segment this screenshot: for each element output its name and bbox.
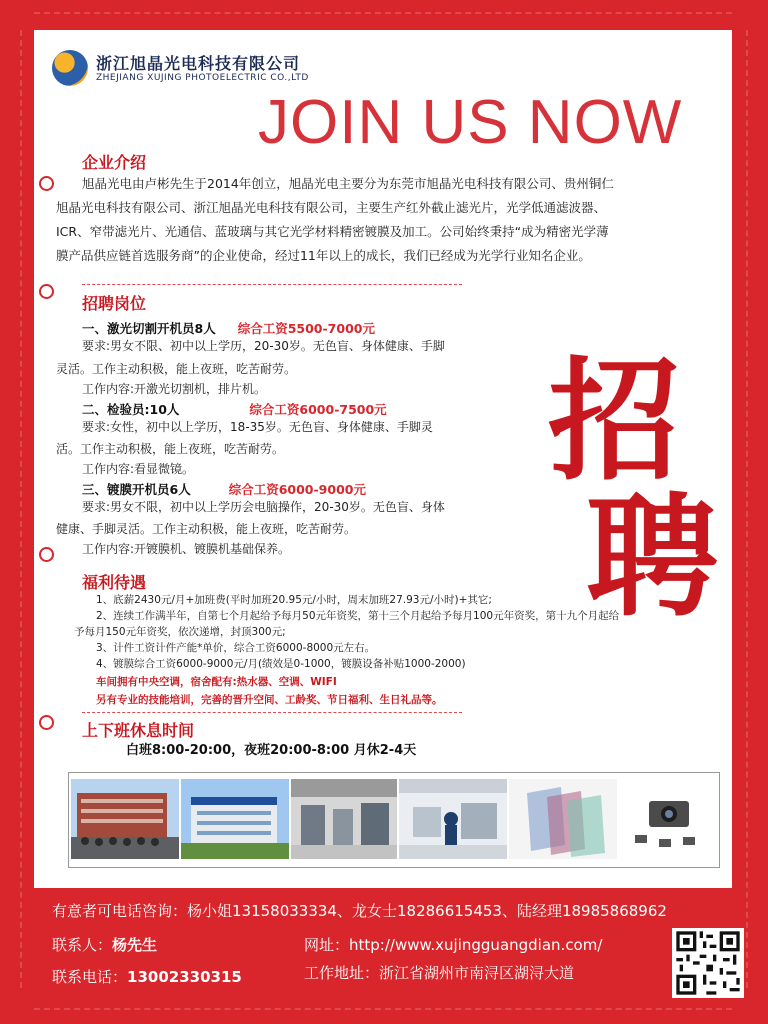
footer-phone-line: 有意者可电话咨询：杨小姐13158033334、龙女士18286615453、陆经理18985868962 <box>52 902 667 920</box>
job-requirement: 活。工作主动积极，能上夜班，吃苦耐劳。 <box>56 442 285 456</box>
photo-cleanroom <box>399 779 507 859</box>
qr-code-icon <box>672 928 744 998</box>
tel-label: 联系电话： <box>52 968 128 986</box>
benefit-item: 3、计件工资计件产能*单价，综合工资6000-8000元左右。 <box>96 642 376 654</box>
ring-decoration <box>39 547 54 562</box>
benefit-highlight: 另有专业的技能培训，完善的晋升空间、工龄奖、节日福利、生日礼品等。 <box>96 694 443 706</box>
photo-workshop <box>291 779 397 859</box>
section-title-jobs: 招聘岗位 <box>82 294 147 313</box>
divider <box>82 284 462 285</box>
company-name-cn: 浙江旭晶光电科技有限公司 <box>96 54 301 73</box>
border-dash-right <box>746 30 748 988</box>
tel-value: 13002330315 <box>127 968 242 986</box>
intro-line: 膜产品供应链首选服务商”的企业使命，经过11年以上的成长，我们已经成为光学行业知名企业。 <box>56 248 591 263</box>
intro-paragraph <box>56 172 716 268</box>
photo-factory-crowd <box>71 779 179 859</box>
intro-line: 旭晶光电由卢彬先生于2014年创立，旭晶光电主要分为东莞市旭晶光电科技有限公司、贵州铜仁 <box>82 176 614 191</box>
section-title-intro: 企业介绍 <box>82 153 147 172</box>
section-title-schedule: 上下班休息时间 <box>82 721 195 740</box>
job-name: 三、镀膜开机员6人 <box>82 482 191 497</box>
job-salary: 综合工资6000-9000元 <box>228 482 366 497</box>
company-logo-icon <box>52 50 88 86</box>
site-label: 网址： <box>304 936 350 954</box>
job-requirement: 要求:男女不限、初中以上学历，20-30岁。无色盲、身体健康、手脚 <box>82 339 445 353</box>
photo-strip <box>68 772 720 868</box>
footer-address <box>304 962 574 983</box>
company-name-en: ZHEJIANG XUJING PHOTOELECTRIC CO.,LTD <box>96 73 309 83</box>
job-salary: 综合工资6000-7500元 <box>249 402 387 417</box>
border-dash-top <box>34 12 732 14</box>
footer-site <box>304 934 602 955</box>
border-dash-bottom <box>34 1008 732 1010</box>
job-requirement: 灵活。工作主动积极，能上夜班，吃苦耐劳。 <box>56 362 297 376</box>
footer-contact <box>52 934 157 955</box>
job-name: 一、激光切割开机员8人 <box>82 321 216 336</box>
job-duty: 工作内容:开激光切割机，排片机。 <box>82 382 267 396</box>
schedule-text: 白班8:00-20:00，夜班20:00-8:00 月休2-4天 <box>126 743 417 758</box>
photo-camera-module <box>619 779 715 859</box>
job-requirement: 要求:男女不限，初中以上学历会电脑操作，20-30岁。无色盲、身体 <box>82 500 445 514</box>
job-name: 二、检验员:10人 <box>82 402 180 417</box>
job-duty: 工作内容:开镀膜机、镀膜机基础保养。 <box>82 542 291 556</box>
ring-decoration <box>39 284 54 299</box>
job-salary: 综合工资5500-7000元 <box>237 321 375 336</box>
benefit-highlight: 车间拥有中央空调，宿舍配有:热水器、空调、WIFI <box>96 676 337 688</box>
contact-name: 杨先生 <box>112 936 158 954</box>
slogan: JOIN US NOW <box>258 88 683 157</box>
benefit-item: 予每月150元年资奖，依次递增，封顶300元; <box>74 626 286 638</box>
poster <box>34 30 732 888</box>
benefit-item: 1、底薪2430元/月+加班费(平时加班20.95元/小时，周末加班27.93元/小时)+其它; <box>96 594 492 606</box>
intro-line: 旭晶光电科技有限公司、浙江旭晶光电科技有限公司，主要生产红外截止滤光片，光学低通滤波器、 <box>56 200 607 215</box>
benefit-item: 4、镀膜综合工资6000-9000元/月(绩效是0-1000，镀膜设备补贴1000-2000) <box>96 658 466 670</box>
ring-decoration <box>39 176 54 191</box>
footer-tel <box>52 966 242 987</box>
site-url[interactable]: http://www.xujingguangdian.com/ <box>349 936 603 954</box>
contact-label: 联系人： <box>52 936 113 954</box>
address-value: 浙江省湖州市南浔区湖浔大道 <box>379 964 575 982</box>
divider <box>82 712 462 713</box>
benefit-item: 2、连续工作满半年，自第七个月起给予每月50元年资奖，第十三个月起给予每月100元年资奖，第十九个月起给 <box>96 610 620 622</box>
job-requirement: 要求:女性，初中以上学历，18-35岁。无色盲、身体健康、手脚灵 <box>82 420 433 434</box>
job-duty: 工作内容:看显微镜。 <box>82 462 195 476</box>
photo-factory-building <box>181 779 289 859</box>
ring-decoration <box>39 715 54 730</box>
job-requirement: 健康、手脚灵活。工作主动积极，能上夜班，吃苦耐劳。 <box>56 522 357 536</box>
address-label: 工作地址： <box>304 964 380 982</box>
intro-line: ICR、窄带滤光片、光通信、蓝玻璃与其它光学材料精密镀膜及加工。公司始终秉持“成为精密光学薄 <box>56 224 609 239</box>
photo-optical-glass <box>509 779 617 859</box>
border-dash-left <box>20 30 22 988</box>
section-title-benefits: 福利待遇 <box>82 573 147 592</box>
recruit-char-pin: 聘 <box>586 480 718 635</box>
recruit-char-zhao: 招 <box>548 344 680 499</box>
